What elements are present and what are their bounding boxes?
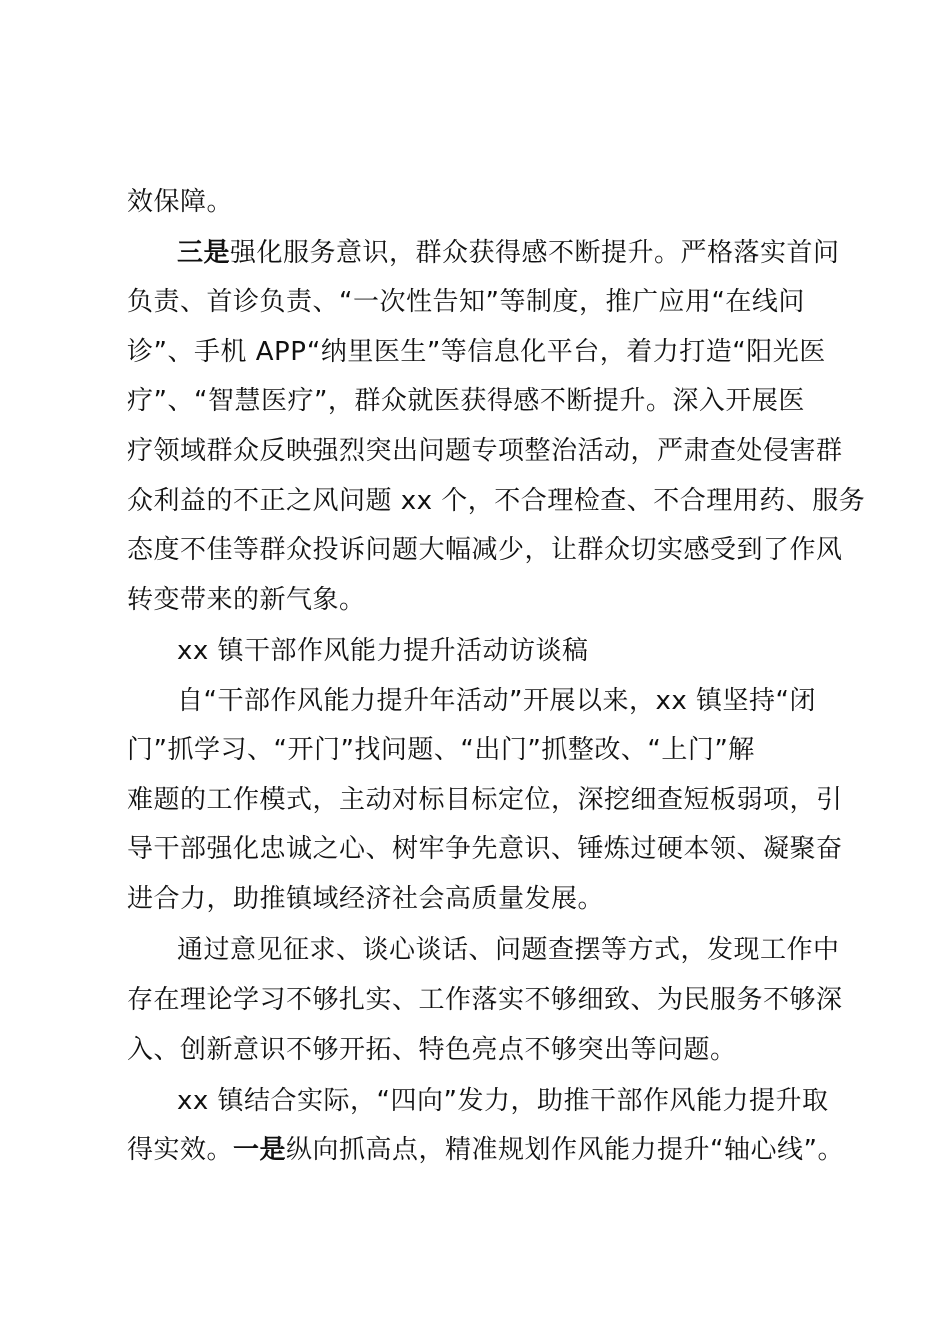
text-line: 导干部强化忠诚之心、树牢争先意识、锤炼过硬本领、凝聚奋: [127, 834, 843, 864]
text-line: 入、创新意识不够开拓、特色亮点不够突出等问题。: [127, 1035, 737, 1065]
bold-marker: 三是: [177, 238, 231, 268]
text-line: 诊”、手机 APP“纳里医生”等信息化平台，着力打造“阳光医: [127, 337, 826, 367]
text-line: [177, 237, 840, 269]
text-line: 转变带来的新气象。: [127, 585, 366, 615]
text-line: xx 镇结合实际，“四向”发力，助推干部作风能力提升取: [177, 1086, 829, 1116]
text-span: 纵向抓高点，精准规划作风能力提升“轴心线”。: [286, 1135, 844, 1165]
text-line: 众利益的不正之风问题 xx 个，不合理检查、不合理用药、服务: [127, 486, 866, 516]
text-line: [127, 1134, 844, 1166]
text-line: 存在理论学习不够扎实、工作落实不够细致、为民服务不够深: [127, 985, 843, 1015]
text-line: 自“干部作风能力提升年活动”开展以来，xx 镇坚持“闭: [177, 686, 816, 716]
section-title: xx 镇干部作风能力提升活动访谈稿: [177, 636, 589, 666]
text-line: 疗领域群众反映强烈突出问题专项整治活动，严肃查处侵害群: [127, 436, 843, 466]
text-line: 通过意见征求、谈心谈话、问题查摆等方式，发现工作中: [177, 935, 840, 965]
text-line: 进合力，助推镇域经济社会高质量发展。: [127, 884, 605, 914]
text-line: 门”抓学习、“开门”找问题、“出门”抓整改、“上门”解: [127, 735, 755, 765]
text-span: 强化服务意识，群众获得感不断提升。严格落实首问: [230, 238, 840, 268]
text-line: 负责、首诊负责、“一次性告知”等制度，推广应用“在线问: [127, 287, 805, 317]
text-line: 态度不佳等群众投诉问题大幅减少，让群众切实感受到了作风: [127, 535, 843, 565]
text-span: 得实效。: [127, 1135, 234, 1165]
text-line: 难题的工作模式，主动对标目标定位，深挖细查短板弱项，引: [127, 785, 843, 815]
text-line: 效保障。: [127, 187, 234, 217]
text-line: 疗”、“智慧医疗”，群众就医获得感不断提升。深入开展医: [127, 386, 805, 416]
bold-marker: 一是: [233, 1135, 287, 1165]
